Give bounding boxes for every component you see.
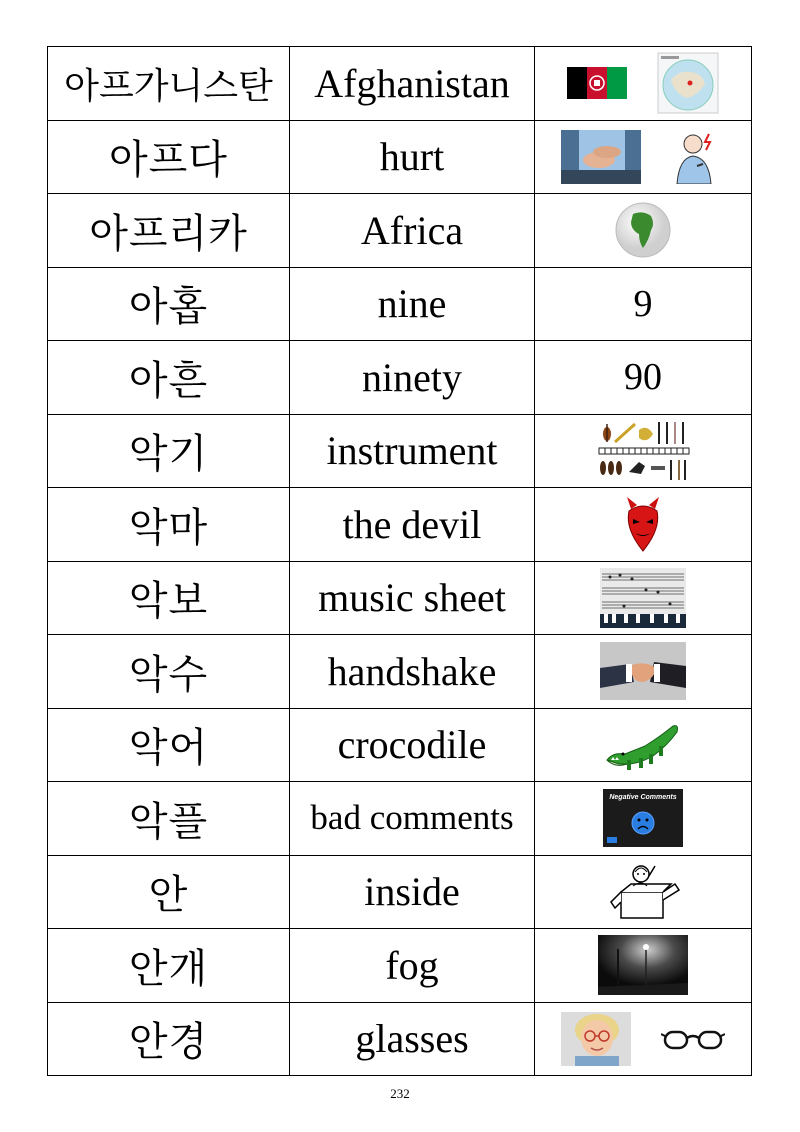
- english-word: Afghanistan: [314, 60, 510, 106]
- korean-word: 아홉: [128, 284, 209, 331]
- table-row: [48, 782, 752, 856]
- korean-cell: [48, 561, 290, 635]
- picture-cell: [535, 929, 752, 1003]
- english-word: nine: [377, 281, 447, 327]
- korean-word: 안개: [128, 945, 209, 992]
- english-cell: [290, 1002, 535, 1076]
- korean-word: 악보: [128, 578, 209, 625]
- english-cell: [290, 47, 535, 121]
- afghanistan-flag-icon: [567, 67, 627, 99]
- handshake-photo-icon: [600, 642, 686, 700]
- musical-instruments-icon: [595, 420, 691, 482]
- english-word: inside: [364, 869, 460, 915]
- korean-cell: [48, 635, 290, 709]
- korean-cell: [48, 194, 290, 268]
- english-word: ninety: [362, 354, 462, 400]
- english-word: hurt: [379, 134, 445, 180]
- picture-cell: [535, 635, 752, 709]
- english-word: fog: [385, 942, 439, 988]
- crocodile-icon: [605, 716, 681, 774]
- number-value: 90: [624, 356, 662, 399]
- picture-cell: [535, 855, 752, 929]
- korean-cell: [48, 929, 290, 1003]
- devil-face-icon: [623, 495, 663, 553]
- picture-cell: [535, 1002, 752, 1076]
- korean-cell: [48, 708, 290, 782]
- english-word: glasses: [355, 1016, 469, 1062]
- number-cell: [535, 267, 752, 341]
- person-in-box-icon: [605, 862, 681, 922]
- eyeglasses-icon: [661, 1024, 725, 1054]
- korean-word: 아프가니스탄: [64, 65, 273, 107]
- foggy-street-photo-icon: [598, 935, 688, 995]
- table-row: [48, 120, 752, 194]
- korean-word: 아흔: [128, 357, 209, 404]
- korean-word: 악어: [128, 725, 209, 772]
- korean-word: 악플: [128, 798, 209, 845]
- table-row: [48, 488, 752, 562]
- negative-comments-text: Negative Comments: [609, 794, 677, 802]
- english-cell: [290, 635, 535, 709]
- stomach-ache-photo-icon: [561, 130, 641, 184]
- vocabulary-table: [47, 46, 752, 1076]
- table-row: [48, 267, 752, 341]
- korean-word: 안경: [128, 1019, 209, 1066]
- africa-globe-icon: [613, 200, 673, 260]
- korean-word: 아프다: [109, 137, 228, 184]
- english-word: instrument: [326, 428, 498, 474]
- english-cell: [290, 341, 535, 415]
- english-cell: [290, 414, 535, 488]
- picture-cell: [535, 120, 752, 194]
- picture-cell: [535, 194, 752, 268]
- english-cell: [290, 708, 535, 782]
- page-number: 232: [390, 1086, 410, 1101]
- picture-cell: [535, 47, 752, 121]
- table-row: [48, 341, 752, 415]
- child-with-glasses-photo-icon: [561, 1012, 631, 1066]
- table-row: [48, 708, 752, 782]
- korean-cell: [48, 47, 290, 121]
- english-word: Africa: [360, 207, 464, 253]
- korean-word: 악마: [128, 504, 209, 551]
- english-cell: [290, 782, 535, 856]
- english-cell: [290, 929, 535, 1003]
- negative-comments-sign-icon: [603, 789, 683, 847]
- korean-cell: [48, 120, 290, 194]
- english-word: bad comments: [310, 798, 514, 838]
- picture-cell: [535, 708, 752, 782]
- korean-cell: [48, 488, 290, 562]
- number-value: 9: [633, 282, 653, 325]
- table-row: [48, 635, 752, 709]
- table-row: [48, 1002, 752, 1076]
- picture-cell: [535, 561, 752, 635]
- english-word: the devil: [342, 501, 482, 547]
- afghanistan-globe-map-icon: [657, 52, 719, 114]
- english-cell: [290, 561, 535, 635]
- english-cell: [290, 488, 535, 562]
- english-word: handshake: [327, 648, 497, 694]
- english-word: music sheet: [318, 575, 506, 621]
- chest-pain-person-icon: [671, 130, 725, 184]
- number-cell: [535, 341, 752, 415]
- sheet-music-photo-icon: [600, 568, 686, 628]
- korean-cell: [48, 855, 290, 929]
- korean-word: 안: [148, 872, 189, 919]
- table-row: [48, 929, 752, 1003]
- korean-cell: [48, 782, 290, 856]
- korean-cell: [48, 414, 290, 488]
- korean-cell: [48, 267, 290, 341]
- table-row: [48, 561, 752, 635]
- english-cell: [290, 120, 535, 194]
- picture-cell: [535, 414, 752, 488]
- picture-cell: [535, 488, 752, 562]
- table-row: [48, 855, 752, 929]
- korean-cell: [48, 341, 290, 415]
- korean-cell: [48, 1002, 290, 1076]
- table-row: [48, 47, 752, 121]
- english-cell: [290, 267, 535, 341]
- korean-word: 악수: [128, 651, 209, 698]
- table-row: [48, 194, 752, 268]
- english-cell: [290, 194, 535, 268]
- english-cell: [290, 855, 535, 929]
- korean-word: 악기: [128, 431, 209, 478]
- picture-cell: [535, 782, 752, 856]
- korean-word: 아프리카: [89, 210, 248, 257]
- english-word: crocodile: [337, 722, 487, 768]
- table-row: [48, 414, 752, 488]
